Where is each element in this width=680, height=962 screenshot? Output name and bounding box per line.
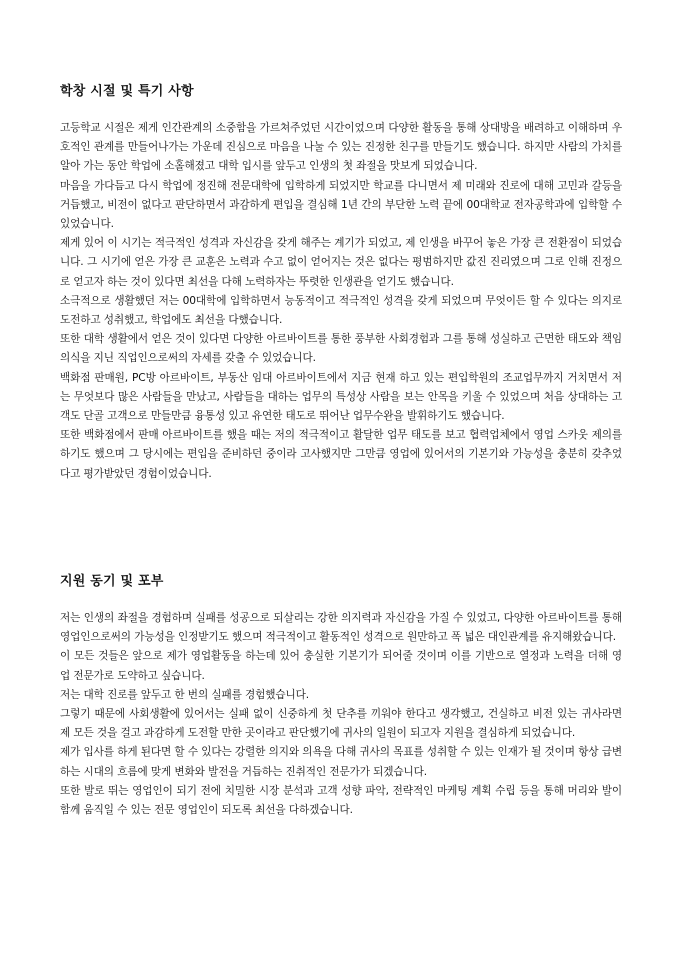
paragraph: 또한 백화점에서 판매 아르바이트를 했을 때는 저의 적극적이고 활달한 업무 태도를 보고 협력업체에서 영업 스카웃 제의를 하기도 했으며 그 당시에는 편입을 준비하던 중이라 고사했지만 그만큼 영업에 있어서의 기본기와 가능성을 충분히 갖추었다고 평가받았던 경험이었습니다.: [60, 429, 622, 480]
paragraph: 이 모든 것들은 앞으로 제가 영업활동을 하는데 있어 충실한 기본기가 되어줄 것이며 이를 기반으로 열정과 노력을 더해 영업 전문가로 도약하고 싶습니다.: [60, 650, 622, 682]
section-body: [60, 609, 622, 820]
section-heading: 지원 동기 및 포부: [60, 574, 164, 589]
paragraph: 또한 발로 뛰는 영업인이 되기 전에 치밀한 시장 분석과 고객 성향 파악, 전략적인 마케팅 계획 수립 등을 통해 머리와 발이 함께 움직일 수 있는 전문 영업인이 되도록 최선을 다하겠습니다.: [60, 784, 622, 817]
paragraph: 제가 입사를 하게 된다면 할 수 있다는 강렬한 의지와 의욕을 다해 귀사의 목표를 성취할 수 있는 인재가 될 것이며 항상 급변하는 시대의 흐름에 맞게 변화와 발전을 거듭하는 진취적인 전문가가 되겠습니다.: [60, 746, 622, 778]
paragraph: 그렇기 때문에 사회생활에 있어서는 실패 없이 신중하게 첫 단추를 끼워야 한다고 생각했고, 건실하고 비전 있는 귀사라면 제 모든 것을 걸고 과감하게 도전할 만한 곳이라고 판단했기에 귀사의 일원이 되고자 지원을 결심하게 되었습니다.: [60, 708, 622, 740]
paragraph: 소극적으로 생활했던 저는 00대학에 입학하면서 능동적이고 적극적인 성격을 갖게 되었으며 무엇이든 할 수 있다는 의지로 도전하고 성취했고, 학업에도 최선을 다했습니다.: [60, 294, 622, 327]
paragraph: 또한 대학 생활에서 얻은 것이 있다면 다양한 아르바이트를 통한 풍부한 사회경험과 그를 통해 성실하고 근면한 태도와 책임의식을 지닌 직업인으로써의 자세를 갖출 수 있었습니다.: [60, 333, 622, 365]
paragraph: 마음을 가다듬고 다시 학업에 정진해 전문대학에 입학하게 되었지만 학교를 다니면서 제 미래와 진로에 대해 고민과 갈등을 거듭했고, 비전이 없다고 판단하면서 과감하게 편입을 결심해 1년 간의 부단한 노력 끝에 00대학교 전자공학과에 입학할 수 있었습니다.: [60, 179, 622, 231]
paragraph: 고등학교 시절은 제게 인간관계의 소중함을 가르쳐주었던 시간이었으며 다양한 활동을 통해 상대방을 배려하고 이해하며 우호적인 관계를 만들어나가는 가운데 진심으로 마음을 나눌 수 있는 진정한 친구를 만들기도 했습니다. 하지만 사람의 가치를 알아 가는 동안 학업에 소홀해졌고 대학 입시를 앞두고 인생의 첫 좌절을 맛보게 되었습니다.: [60, 122, 622, 173]
section-heading: 학창 시절 및 특기 사항: [60, 84, 194, 99]
paragraph: 저는 대학 진로를 앞두고 한 번의 실패를 경험했습니다.: [60, 688, 310, 701]
paragraph: 제게 있어 이 시기는 적극적인 성격과 자신감을 갖게 해주는 계기가 되었고, 제 인생을 바꾸어 놓은 가장 큰 전환점이 되었습니다. 그 시기에 얻은 가장 큰 교훈은 노력과 수고 없이 얻어지는 것은 없다는 평범하지만 값진 진리였으며 그로 인해 진정으로 얻고자 하는 것이 있다면 최선을 다해 노력하자는 뚜렷한 인생관을 얻기도 했습니다.: [60, 237, 622, 288]
paragraph: 저는 인생의 좌절을 경험하며 실패를 성공으로 되살리는 강한 의지력과 자신감을 가질 수 있었고, 다양한 아르바이트를 통해 영업인으로써의 가능성을 인정받기도 했으며 적극적이고 활동적인 성격으로 원만하고 폭 넓은 대인관계를 유지해왔습니다.: [60, 612, 622, 644]
section-body: [60, 119, 622, 484]
paragraph: 백화점 판매원, PC방 아르바이트, 부동산 임대 아르바이트에서 지금 현재 하고 있는 편입학원의 조교업무까지 거치면서 저는 무엇보다 많은 사람들을 만났고, 사람들을 대하는 업무의 특성상 사람을 보는 안목을 키울 수 있었으며 처음 상대하는 고객도 단골 고객으로 만들만큼 융통성 있고 유연한 태도로 뛰어난 업무수완을 발휘하기도 했습니다.: [60, 371, 622, 423]
